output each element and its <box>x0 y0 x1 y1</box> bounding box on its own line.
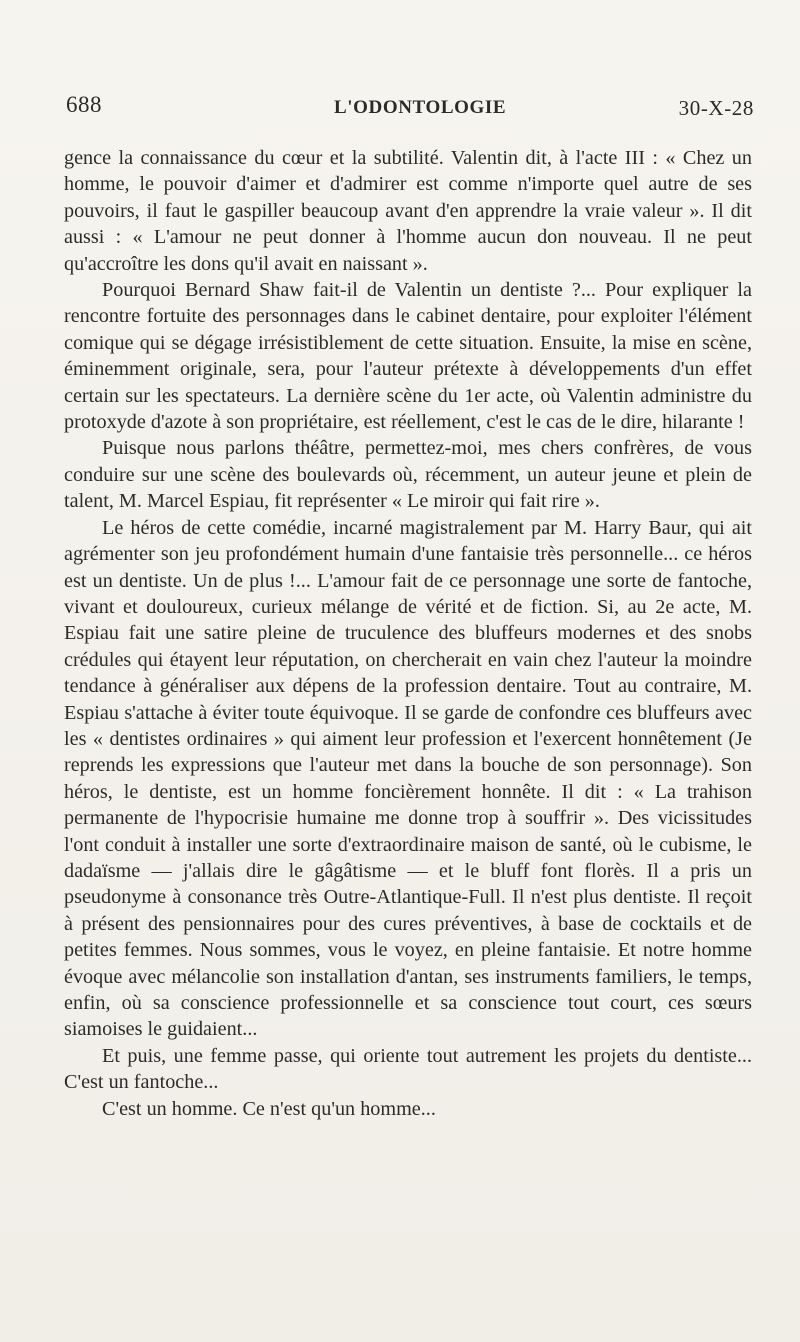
page-header <box>66 92 754 128</box>
paragraph: Puisque nous parlons théâtre, permettez-moi, mes chers confrères, de vous conduire sur une scène des boulevards où, récemment, un auteur jeune et plein de talent, M. Marcel Espiau, fit représenter « Le miroir qui fait rire ». <box>64 437 752 513</box>
issue-date: 30-X-28 <box>678 96 754 120</box>
body-text <box>64 145 752 1122</box>
paragraph: gence la connaissance du cœur et la subtilité. Valentin dit, à l'acte III : « Chez un homme, le pouvoir d'aimer et d'admirer est comme n'importe quel autre de ses pouvoirs, il faut le gaspiller beaucoup avant d'en apprendre la vraie valeur ». Il dit aussi : « L'amour ne peut donner à l'homme aucun don nouveau. Il ne peut qu'accroître les dons qu'il avait en naissant ». <box>64 147 752 275</box>
page-number: 688 <box>66 92 102 117</box>
paragraph: Et puis, une femme passe, qui oriente tout autrement les projets du dentiste... C'est un fantoche... <box>64 1044 752 1094</box>
paragraph: C'est un homme. Ce n'est qu'un homme... <box>102 1097 436 1120</box>
paragraph: Pourquoi Bernard Shaw fait-il de Valentin un dentiste ?... Pour expliquer la rencontre fortuite des personnages dans le cabinet dentaire, pour exploiter l'élément comique qui se dégage irrésistiblement de cette situation. Ensuite, la mise en scène, éminemment originale, sera, pour l'auteur prétexte à développements d'un effet certain sur les spectateurs. La dernière scène du 1er acte, où Valentin administre du protoxyde d'azote à son propriétaire, est réellement, c'est le cas de le dire, hilarante ! <box>64 279 752 434</box>
journal-title: L'ODONTOLOGIE <box>334 97 507 118</box>
paragraph: Le héros de cette comédie, incarné magistralement par M. Harry Baur, qui ait agrémenter son jeu profondément humain d'une fantaisie très personnelle... ce héros est un dentiste. Un de plus !... L'amour fait de ce personnage une sorte de fantoche, vivant et douloureux, curieux mélange de vérité et de fiction. Si, au 2e acte, M. Espiau fait une satire pleine de truculence des bluffeurs modernes et des snobs crédules qui étayent leur réputation, on chercherait en vain chez l'auteur la moindre tendance à généraliser aux dépens de la profession dentaire. Tout au contraire, M. Espiau s'attache à éviter toute équivoque. Il se garde de confondre ces bluffeurs avec les « dentistes ordinaires » qui aiment leur profession et l'exercent honnêtement (Je reprends les expressions que l'auteur met dans la bouche de son personnage). Son héros, le dentiste, est un homme foncièrement honnête. Il dit : « La trahison permanente de l'hypocrisie humaine me donne trop à souffrir ». Des vicissitudes l'ont conduit à installer une sorte d'extraordinaire maison de santé, où le cubisme, le dadaïsme — j'allais dire le gâgâtisme — et le bluff font florès. Il a pris un pseudonyme à consonance très Outre-Atlantique-Full. Il n'est plus dentiste. Il reçoit à présent des pensionnaires pour des cures préventives, à base de cocktails et de petites femmes. Nous sommes, vous le voyez, en pleine fantaisie. Et notre homme évoque avec mélancolie son installation d'antan, ses instruments familiers, le temps, enfin, où sa conscience professionnelle et sa conscience tout court, ces sœurs siamoises le guidaient... <box>64 516 752 1041</box>
